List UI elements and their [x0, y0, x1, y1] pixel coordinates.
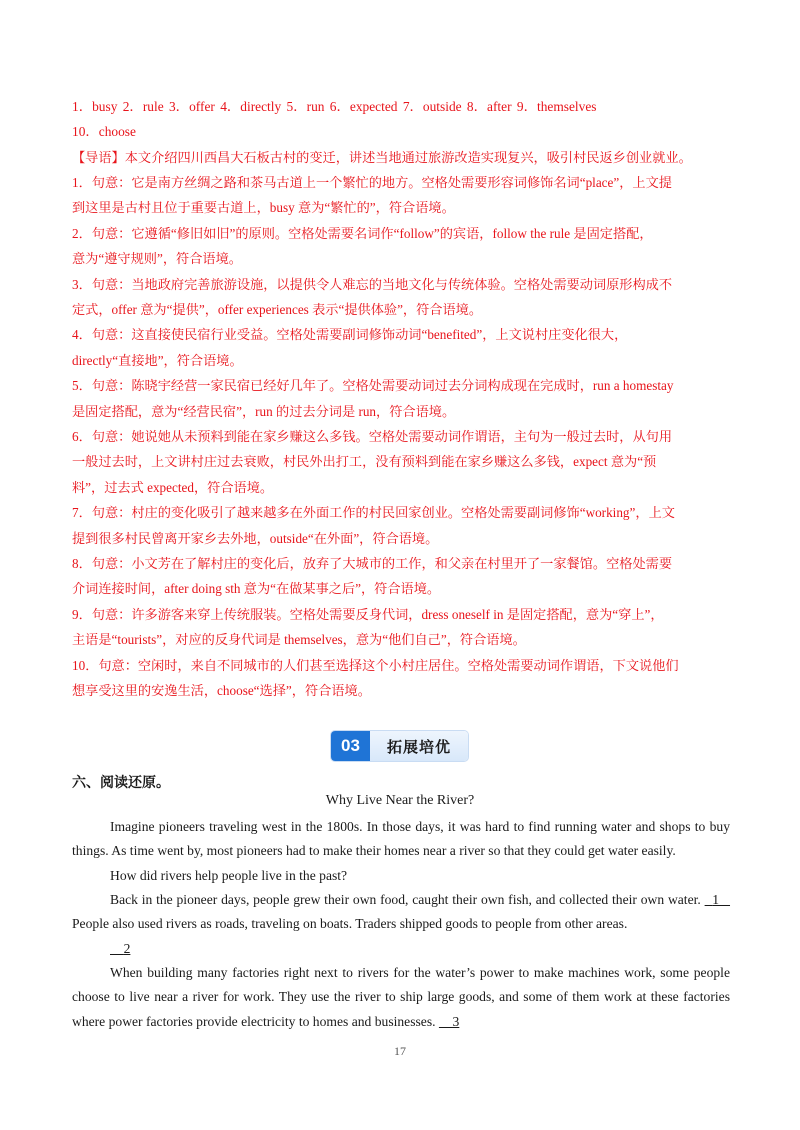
answers-line-2: 10．choose: [72, 124, 136, 139]
explanation-line: 一般过去时，上文讲村庄过去衰败，村民外出打工，没有预料到能在家乡赚这么多钱，expect 意为“预: [72, 454, 657, 470]
explanation-line: 3．句意：当地政府完善旅游设施，以提供令人难忘的当地文化与传统体验。空格处需要动词原形构成不: [72, 276, 673, 292]
blank-3: [439, 1014, 453, 1029]
explanation-line: 6．句意：她说她从未预料到能在家乡赚这么多钱。空格处需要动词作谓语，主句为一般过去时，从句用: [72, 429, 673, 444]
explanation-line: 提到很多村民曾离开家乡去外地，outside“在外面”，符合语境。: [72, 530, 439, 546]
passage-title: Why Live Near the River?: [325, 793, 475, 808]
passage-paragraph-4: [72, 961, 730, 1034]
badge-number: 03: [331, 731, 370, 761]
section-title: 六、阅读还原。: [72, 775, 170, 791]
explanation-line: 5．句意：陈晓宇经营一家民宿已经好几年了。空格处需要动词过去分词构成现在完成时，run a homestay: [72, 378, 674, 394]
passage-paragraph-1: Imagine pioneers traveling west in the 1800s. In those days, it was hard to find running water and shops to buy things. As time went by, most pioneers had to make their homes near a river so that they could get water easily.: [72, 819, 730, 859]
explanation-line: directly“直接地”，符合语境。: [72, 352, 243, 368]
blank-2: [110, 941, 124, 956]
explanation-line: 定式，offer 意为“提供”，offer experiences 表示“提供体验”，符合语境。: [72, 302, 483, 317]
explanation-line: 8．句意：小文芳在了解村庄的变化后，放弃了大城市的工作，和父亲在村里开了一家餐馆。空格处需要: [72, 556, 673, 571]
explanation-line: 到这里是古村且位于重要古道上，busy 意为“繁忙的”，符合语境。: [72, 200, 455, 216]
explanation-line: 1．句意：它是南方丝绸之路和茶马古道上一个繁忙的地方。空格处需要形容词修饰名词“place”，上文提: [72, 175, 672, 190]
passage-paragraph-2: How did rivers help people live in the past?: [110, 868, 348, 883]
explanation-line: 想享受这里的安逸生活，choose“选择”，符合语境。: [72, 683, 371, 698]
blank-1-number: 1: [712, 892, 720, 907]
blank-3-number: 3: [452, 1013, 460, 1029]
explanation-line: 介词连接时间，after doing sth 意为“在做某事之后”，符合语境。: [72, 581, 441, 597]
page-number: 17: [394, 1044, 406, 1058]
blank-2-line: [72, 937, 730, 961]
paragraph-3-text: Back in the pioneer days, people grew their own food, caught their own fish, and collected their own water.: [110, 892, 701, 907]
explanation-line: 9．句意：许多游客来穿上传统服装。空格处需要反身代词，dress oneself in 是固定搭配，意为“穿上”，: [72, 606, 664, 622]
explanation-line: 2．句意：它遵循“修旧如旧”的原则。空格处需要名词作“follow”的宾语，follow the rule 是固定搭配，: [72, 225, 653, 241]
blank-2-number: 2: [123, 941, 131, 956]
explanation-line: 10．句意：空闲时，来自不同城市的人们甚至选择这个小村庄居住。空格处需要动词作谓语，下文说他们: [72, 657, 679, 673]
guide-text: 【导语】本文介绍四川西昌大石板古村的变迁，讲述当地通过旅游改造实现复兴，吸引村民返乡创业就业。: [72, 150, 692, 165]
paragraph-4-text: When building many factories right next to rivers for the water’s power to make machines work, some people choose to live near a river for work. They use the river to ship large goods, and some of them work at these factories where power factories provide electricity to homes and businesses.: [72, 965, 730, 1029]
answers-line-1: 1．busy 2．rule 3．offer 4．directly 5．run 6．expected 7．outside 8．after 9．themselves: [72, 99, 597, 114]
explanation-line: 是固定搭配，意为“经营民宿”，run 的过去分词是 run，符合语境。: [72, 403, 456, 419]
passage-paragraph-3: [72, 888, 730, 937]
explanation-line: 7．句意：村庄的变化吸引了越来越多在外面工作的村民回家创业。空格处需要副词修饰“working”，上文: [72, 505, 675, 521]
paragraph-3-rest: People also used rivers as roads, traveling on boats. Traders shipped goods to people from other areas.: [72, 916, 628, 932]
explanation-line: 4．句意：这直接使民宿行业受益。空格处需要副词修饰动词“benefited”，上文说村庄变化很大，: [72, 327, 628, 343]
explanation-line: 意为“遵守规则”，符合语境。: [72, 251, 242, 267]
badge-label: 拓展培优: [370, 731, 468, 761]
section-badge: [331, 731, 468, 761]
explanation-line: 主语是“tourists”，对应的反身代词是 themselves，意为“他们自己”，符合语境。: [72, 632, 526, 648]
explanation-line: 料”，过去式 expected，符合语境。: [72, 479, 274, 495]
